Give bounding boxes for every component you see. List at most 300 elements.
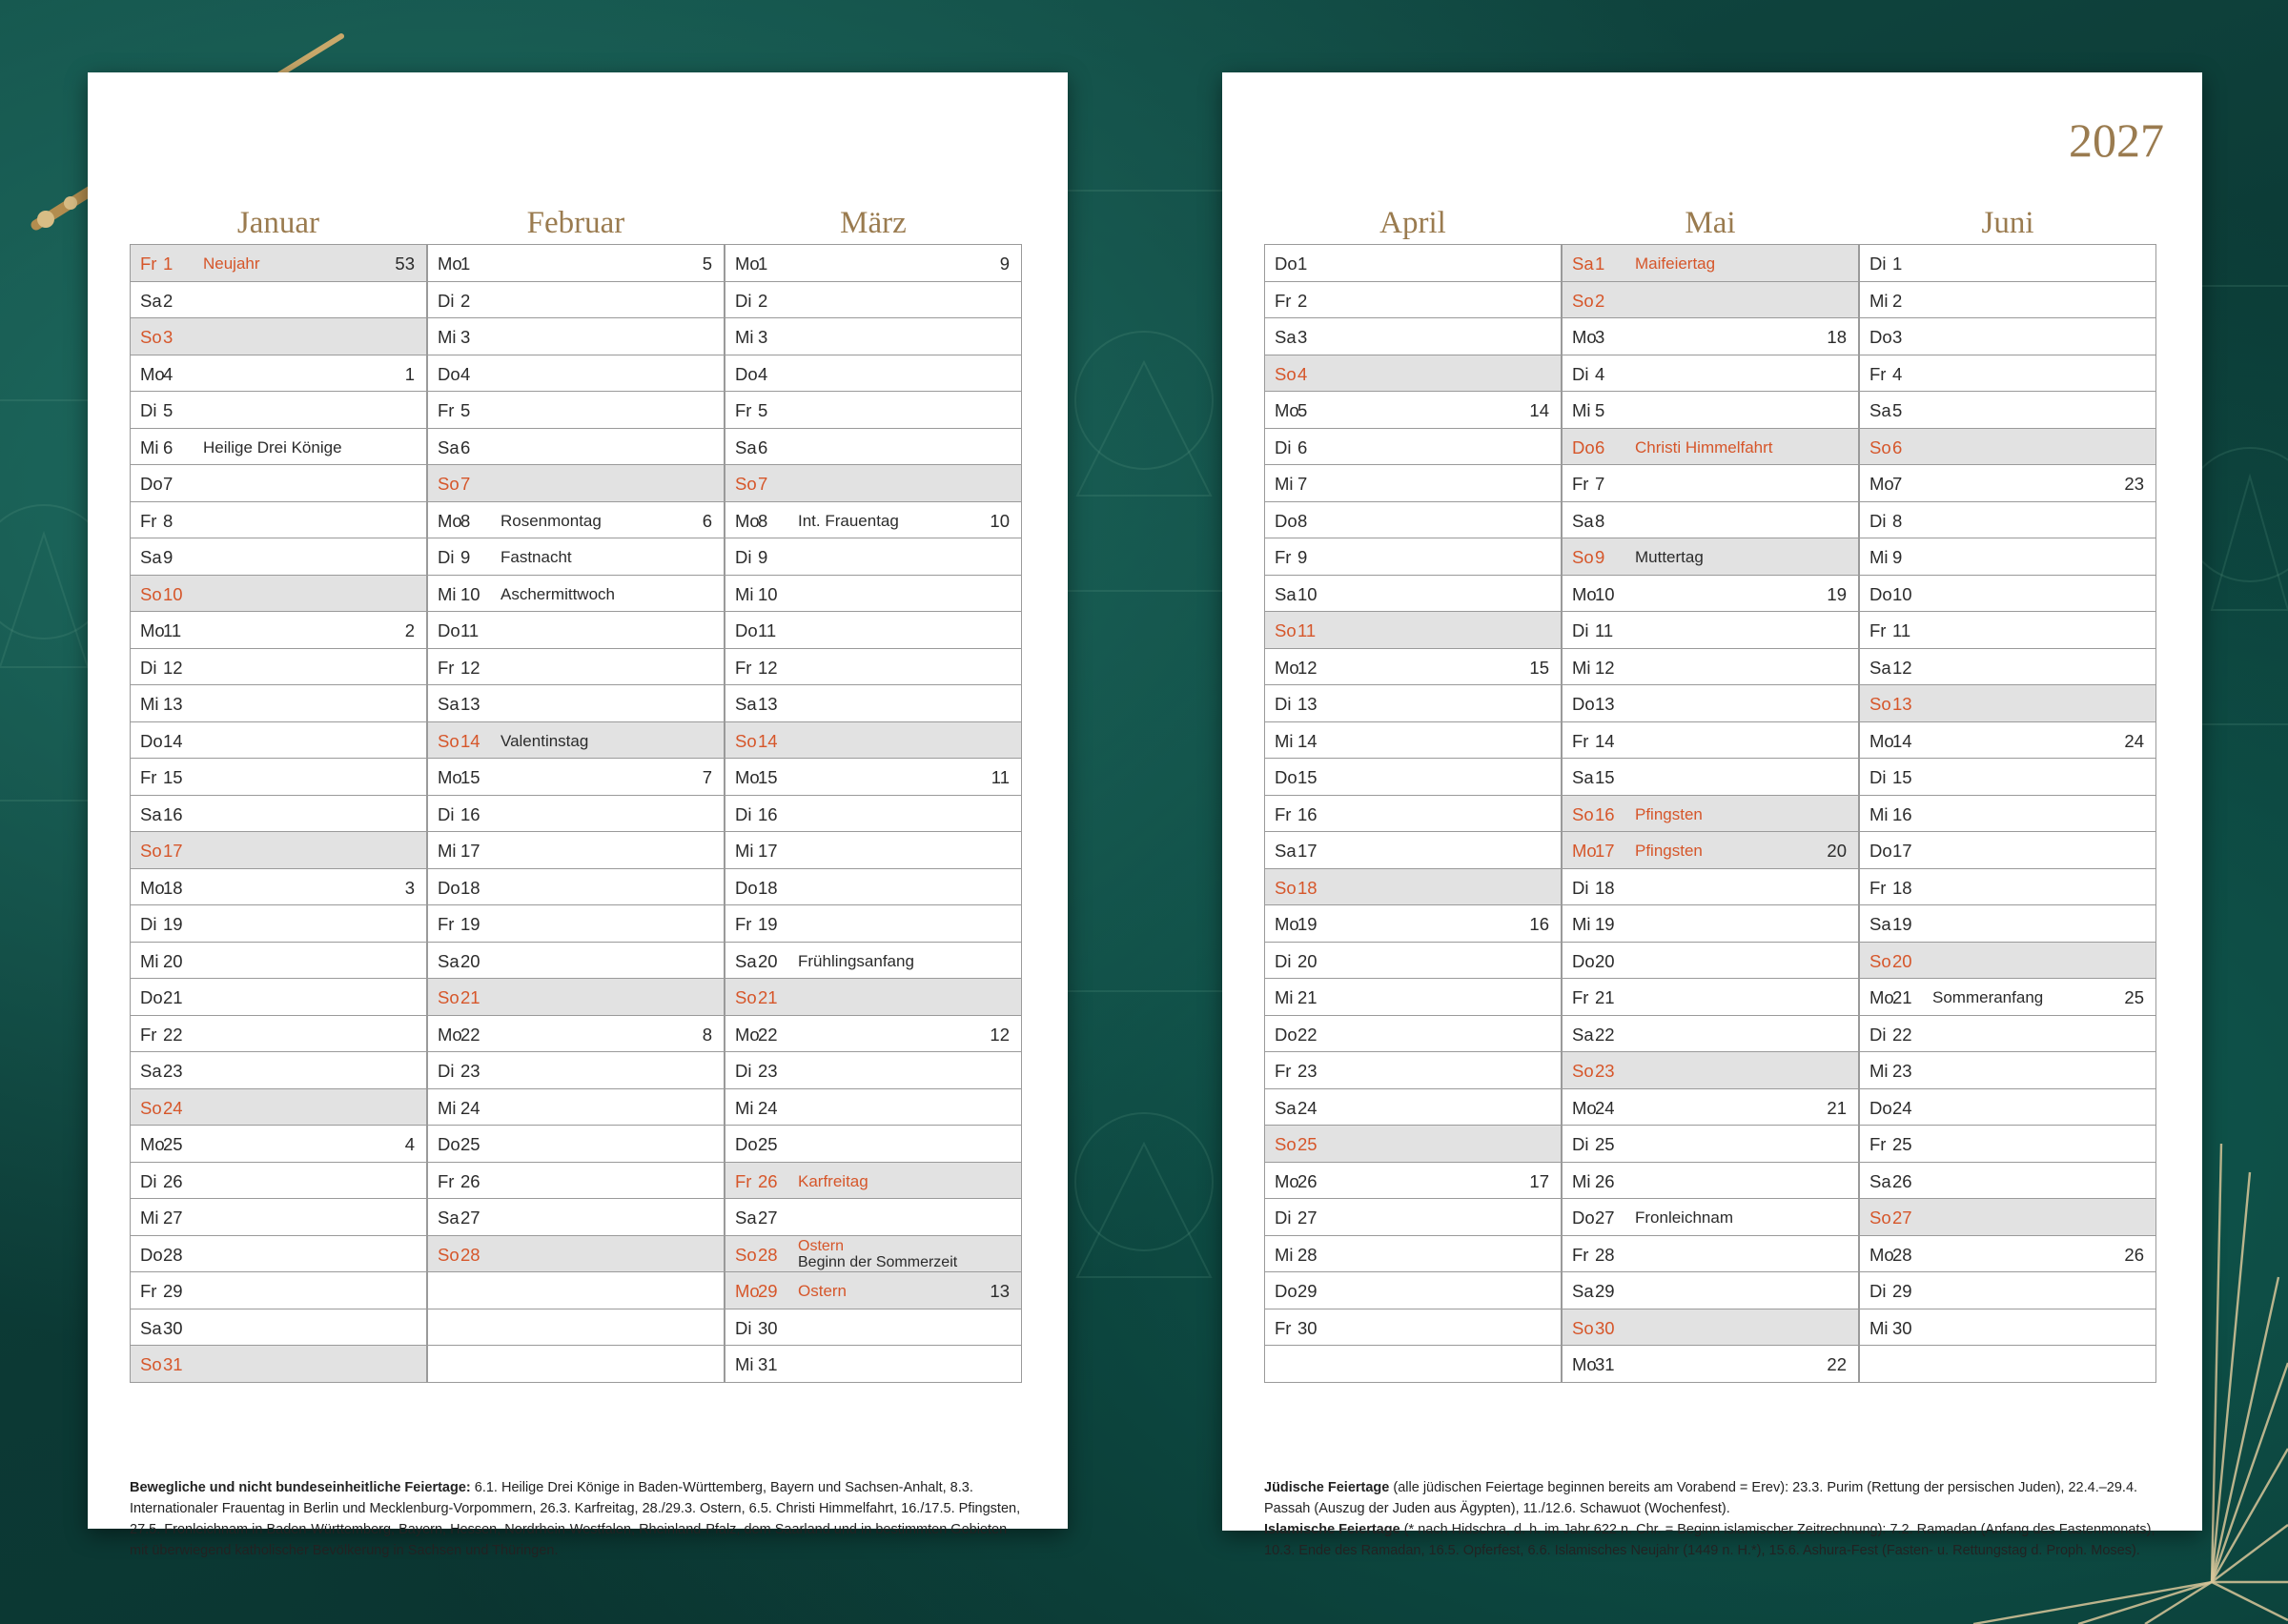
day-row [725, 576, 1021, 613]
weekday: Mi [735, 1354, 754, 1374]
day-row [1563, 1199, 1859, 1236]
day-row [725, 1163, 1021, 1200]
day-row [428, 1236, 725, 1273]
weekday: Mi [140, 694, 159, 714]
weekday: Sa [1572, 767, 1594, 787]
day-note: Christi Himmelfahrt [1635, 437, 1773, 457]
day-number: 6 [163, 436, 174, 457]
day-row [1860, 685, 2155, 722]
weekday: Sa [438, 950, 460, 971]
day-row [1860, 1126, 2155, 1163]
day-number: 16 [1892, 803, 1912, 824]
day-number: 21 [1892, 987, 1912, 1007]
day-number: 30 [1595, 1317, 1615, 1338]
day-row [1860, 392, 2155, 429]
day-row [131, 576, 427, 613]
weekday: So [438, 1244, 460, 1265]
day-row [428, 905, 725, 943]
weekday: Sa [735, 694, 757, 714]
week-number: 6 [702, 510, 712, 531]
weekday: Fr [140, 1024, 157, 1045]
day-row [428, 502, 725, 539]
weekday: Do [1572, 694, 1595, 714]
day-number: 21 [758, 987, 778, 1007]
weekday: Do [1275, 1024, 1297, 1045]
weekday: Fr [140, 1281, 157, 1301]
day-number: 10 [460, 583, 480, 604]
day-number: 3 [1892, 327, 1903, 347]
day-row [1860, 355, 2155, 393]
day-number: 1 [1297, 254, 1308, 274]
day-row [131, 869, 427, 906]
day-number: 14 [1595, 730, 1615, 751]
day-row [1860, 282, 2155, 319]
day-row [131, 355, 427, 393]
weekday: Di [1275, 436, 1292, 457]
weekday: Di [1572, 877, 1589, 898]
weekday: Mi [1275, 730, 1294, 751]
week-number: 10 [990, 510, 1010, 531]
day-number: 15 [758, 767, 778, 787]
day-note: Fastnacht [500, 548, 572, 566]
day-number: 16 [1297, 803, 1318, 824]
week-number: 24 [2124, 730, 2144, 751]
day-row [1265, 245, 1562, 282]
day-row [1860, 796, 2155, 833]
day-row [1860, 429, 2155, 466]
day-number: 9 [1297, 547, 1308, 567]
weekday: Sa [1869, 657, 1891, 678]
day-note: Int. Frauentag [798, 511, 899, 530]
day-number: 18 [1595, 877, 1615, 898]
day-row [1563, 318, 1859, 355]
day-number: 7 [1297, 474, 1308, 494]
day-number: 26 [1297, 1170, 1318, 1191]
day-row [1860, 905, 2155, 943]
day-row [725, 1052, 1021, 1089]
weekday: Mi [438, 583, 457, 604]
weekday: Do [735, 620, 758, 640]
day-row [1563, 685, 1859, 722]
day-row [725, 318, 1021, 355]
weekday: Fr [1572, 730, 1589, 751]
day-number: 19 [1892, 914, 1912, 934]
day-row [131, 1052, 427, 1089]
weekday: Do [438, 877, 460, 898]
day-row [1563, 1236, 1859, 1273]
weekday: Fr [1869, 1134, 1887, 1154]
weekday: Sa [735, 1208, 757, 1228]
day-row [131, 1199, 427, 1236]
day-number: 20 [460, 950, 480, 971]
day-number: 10 [758, 583, 778, 604]
day-number: 17 [1892, 841, 1912, 861]
day-number: 7 [1595, 474, 1605, 494]
day-number: 20 [1297, 950, 1318, 971]
weekday: Fr [1869, 877, 1887, 898]
day-row [1265, 905, 1562, 943]
day-row [428, 612, 725, 649]
weekday: Do [735, 1134, 758, 1154]
day-list [130, 244, 427, 1383]
weekday: Mi [735, 327, 754, 347]
weekday: Mo [1572, 1354, 1597, 1374]
day-number: 1 [1892, 254, 1903, 274]
day-row [725, 1272, 1021, 1309]
weekday: Fr [1275, 1317, 1292, 1338]
weekday: Di [438, 547, 455, 567]
month-column [1562, 206, 1859, 1383]
weekday: Mo [1572, 327, 1597, 347]
day-number: 16 [758, 803, 778, 824]
day-row [1860, 1236, 2155, 1273]
weekday: Mi [1869, 290, 1889, 311]
day-number: 12 [1297, 657, 1318, 678]
weekday: Sa [1275, 327, 1297, 347]
weekday: Sa [1275, 1097, 1297, 1118]
weekday: Mi [1869, 547, 1889, 567]
weekday: Do [735, 877, 758, 898]
weekday: Fr [438, 914, 455, 934]
day-number: 6 [1892, 436, 1903, 457]
weekday: Sa [438, 1208, 460, 1228]
weekday: Sa [1572, 1281, 1594, 1301]
day-number: 4 [1297, 363, 1308, 384]
day-number: 15 [1297, 767, 1318, 787]
day-number: 26 [460, 1170, 480, 1191]
weekday: So [438, 474, 460, 494]
day-row [1563, 905, 1859, 943]
week-number: 12 [990, 1024, 1010, 1045]
day-number: 23 [1595, 1061, 1615, 1081]
month-column [1859, 206, 2156, 1383]
day-row [1265, 1236, 1562, 1273]
day-number: 7 [1892, 474, 1903, 494]
day-number: 24 [1297, 1097, 1318, 1118]
day-row [1265, 796, 1562, 833]
footnote-religious-holidays [1264, 1477, 2160, 1561]
weekday: Sa [438, 694, 460, 714]
day-row [1265, 392, 1562, 429]
day-note: Sommeranfang [1932, 988, 2044, 1006]
footnote-title: Bewegliche und nicht bundeseinheitliche Feiertage: [130, 1480, 471, 1495]
day-row [1265, 832, 1562, 869]
day-number: 17 [1297, 841, 1318, 861]
day-row [1860, 1272, 2155, 1309]
day-row [1860, 869, 2155, 906]
day-number: 6 [758, 436, 768, 457]
day-row [428, 1272, 725, 1309]
day-number: 2 [163, 290, 174, 311]
weekday: Mo [735, 510, 760, 531]
day-number: 26 [758, 1170, 778, 1191]
day-row [1860, 759, 2155, 796]
day-row [131, 832, 427, 869]
weekday: Mo [1275, 400, 1299, 420]
day-row [725, 1126, 1021, 1163]
day-row [725, 649, 1021, 686]
weekday: Mi [1869, 803, 1889, 824]
day-number: 29 [1892, 1281, 1912, 1301]
day-number: 12 [1892, 657, 1912, 678]
weekday: Mo [438, 1024, 462, 1045]
day-number: 9 [1595, 547, 1605, 567]
day-number: 29 [163, 1281, 183, 1301]
day-number: 10 [163, 583, 183, 604]
day-note: Pfingsten [1635, 842, 1703, 860]
day-row [1563, 502, 1859, 539]
weekday: Fr [1572, 1244, 1589, 1265]
weekday: Sa [1869, 1170, 1891, 1191]
weekday: Mo [438, 767, 462, 787]
weekday: Fr [735, 914, 752, 934]
day-number: 5 [758, 400, 768, 420]
day-number: 27 [1595, 1208, 1615, 1228]
week-number: 21 [1827, 1097, 1847, 1118]
weekday: Mi [735, 841, 754, 861]
day-row [1265, 1089, 1562, 1127]
weekday: Di [1869, 1281, 1887, 1301]
day-row [1860, 649, 2155, 686]
weekday: Sa [735, 950, 757, 971]
week-number: 20 [1827, 841, 1847, 861]
weekday: Mo [735, 254, 760, 274]
day-list [725, 244, 1022, 1383]
weekday: Di [1572, 363, 1589, 384]
weekday: Di [1869, 254, 1887, 274]
day-number: 24 [758, 1097, 778, 1118]
weekday: Sa [1572, 1024, 1594, 1045]
day-number: 19 [1595, 914, 1615, 934]
day-number: 26 [1892, 1170, 1912, 1191]
day-note: Heilige Drei Könige [203, 437, 342, 457]
day-row [131, 796, 427, 833]
day-row [1860, 1309, 2155, 1347]
day-row [725, 502, 1021, 539]
day-row [725, 1236, 1021, 1273]
day-row [1860, 1052, 2155, 1089]
weekday: So [1572, 547, 1594, 567]
day-row [1860, 465, 2155, 502]
weekday: Do [438, 363, 460, 384]
day-row [725, 722, 1021, 760]
day-number: 21 [1297, 987, 1318, 1007]
weekday: So [1869, 436, 1891, 457]
weekday: Mi [1869, 1061, 1889, 1081]
weekday: Di [735, 803, 752, 824]
day-number: 12 [1595, 657, 1615, 678]
weekday: Mo [735, 1281, 760, 1301]
day-number: 15 [460, 767, 480, 787]
weekday: Do [1275, 1281, 1297, 1301]
week-number: 13 [990, 1281, 1010, 1301]
weekday: Do [1572, 436, 1595, 457]
week-number: 22 [1827, 1354, 1847, 1374]
day-row [1265, 355, 1562, 393]
day-row [1265, 722, 1562, 760]
day-number: 2 [1892, 290, 1903, 311]
weekday: So [1572, 803, 1594, 824]
weekday: Mi [1869, 1317, 1889, 1338]
footnote-title-islamic: Islamische Feiertage [1264, 1522, 1400, 1537]
weekday: Mi [438, 841, 457, 861]
weekday: Do [1869, 327, 1892, 347]
day-row [1860, 502, 2155, 539]
day-list [427, 244, 725, 1383]
day-row [1265, 502, 1562, 539]
day-row [131, 392, 427, 429]
day-row [428, 576, 725, 613]
footnote-holidays [130, 1477, 1026, 1561]
day-number: 5 [163, 400, 174, 420]
weekday: Sa [140, 803, 162, 824]
month-name: Mai [1685, 206, 1736, 240]
day-number: 23 [163, 1061, 183, 1081]
day-row [428, 392, 725, 429]
day-number: 1 [460, 254, 471, 274]
weekday: Sa [140, 547, 162, 567]
month-column [725, 206, 1022, 1383]
weekday: Mo [1572, 583, 1597, 604]
day-row [1563, 722, 1859, 760]
day-number: 30 [1892, 1317, 1912, 1338]
day-row [428, 1163, 725, 1200]
day-number: 4 [460, 363, 471, 384]
week-number: 18 [1827, 327, 1847, 347]
day-row [1265, 1346, 1562, 1383]
day-number: 10 [1297, 583, 1318, 604]
weekday: So [1275, 1134, 1297, 1154]
day-number: 27 [163, 1208, 183, 1228]
day-row [428, 245, 725, 282]
weekday: Mi [735, 583, 754, 604]
day-row [131, 943, 427, 980]
day-number: 3 [460, 327, 471, 347]
weekday: So [140, 1097, 162, 1118]
day-row [131, 1272, 427, 1309]
day-row [1860, 1016, 2155, 1053]
day-row [131, 649, 427, 686]
weekday: Do [140, 1244, 163, 1265]
weekday: Di [735, 1061, 752, 1081]
day-number: 28 [1892, 1244, 1912, 1265]
day-row [428, 1052, 725, 1089]
day-row [725, 943, 1021, 980]
day-row [725, 979, 1021, 1016]
day-number: 15 [1892, 767, 1912, 787]
day-row [428, 1089, 725, 1127]
day-row [1563, 649, 1859, 686]
month-name: Juni [1981, 206, 2034, 240]
day-row [428, 1199, 725, 1236]
day-row [1265, 612, 1562, 649]
day-row [131, 502, 427, 539]
week-number: 23 [2124, 474, 2144, 494]
day-row [725, 429, 1021, 466]
weekday: Di [735, 1317, 752, 1338]
day-number: 8 [758, 510, 768, 531]
day-row [725, 759, 1021, 796]
day-number: 7 [758, 474, 768, 494]
week-number: 16 [1529, 914, 1549, 934]
day-row [1265, 318, 1562, 355]
day-number: 12 [758, 657, 778, 678]
day-row [1860, 832, 2155, 869]
day-row [1563, 538, 1859, 576]
day-row [1265, 576, 1562, 613]
weekday: Mo [735, 1024, 760, 1045]
week-number: 26 [2124, 1244, 2144, 1265]
day-number: 16 [460, 803, 480, 824]
weekday: So [1869, 950, 1891, 971]
day-row [1265, 979, 1562, 1016]
weekday: Sa [1572, 254, 1594, 274]
month-column [427, 206, 725, 1383]
day-row [725, 1016, 1021, 1053]
day-row [1563, 1272, 1859, 1309]
day-number: 2 [758, 290, 768, 311]
day-row [428, 759, 725, 796]
day-number: 6 [1595, 436, 1605, 457]
day-number: 18 [758, 877, 778, 898]
weekday: Sa [140, 1061, 162, 1081]
weekday: Mi [735, 1097, 754, 1118]
weekday: Fr [1275, 1061, 1292, 1081]
weekday: Di [1275, 694, 1292, 714]
weekday: Mo [1869, 474, 1894, 494]
day-number: 25 [163, 1134, 183, 1154]
day-number: 31 [1595, 1354, 1615, 1374]
day-row [725, 1199, 1021, 1236]
day-number: 29 [1595, 1281, 1615, 1301]
weekday: Fr [438, 1170, 455, 1191]
day-number: 18 [1297, 877, 1318, 898]
weekday: Fr [1275, 803, 1292, 824]
day-number: 6 [1297, 436, 1308, 457]
day-row [1860, 576, 2155, 613]
day-row [1265, 538, 1562, 576]
day-note-event: Beginn der Sommerzeit [798, 1253, 958, 1270]
week-number: 25 [2124, 987, 2144, 1007]
day-number: 25 [1595, 1134, 1615, 1154]
day-number: 1 [163, 254, 174, 274]
day-row [428, 1309, 725, 1347]
day-row [1860, 538, 2155, 576]
day-number: 6 [460, 436, 471, 457]
day-number: 5 [1595, 400, 1605, 420]
day-number: 3 [1595, 327, 1605, 347]
week-number: 17 [1529, 1170, 1549, 1191]
weekday: Sa [438, 436, 460, 457]
day-list [1562, 244, 1859, 1383]
weekday: Mi [140, 950, 159, 971]
day-number: 7 [163, 474, 174, 494]
weekday: So [1869, 694, 1891, 714]
weekday: Di [1275, 950, 1292, 971]
day-number: 28 [758, 1244, 778, 1265]
day-number: 13 [1297, 694, 1318, 714]
weekday: Di [140, 1170, 157, 1191]
weekday: Fr [1869, 620, 1887, 640]
weekday: Fr [438, 400, 455, 420]
day-number: 1 [758, 254, 768, 274]
months-row [130, 206, 1022, 1383]
day-number: 19 [758, 914, 778, 934]
calendar-page-left [88, 72, 1068, 1558]
day-number: 11 [758, 620, 777, 640]
day-number: 28 [163, 1244, 183, 1265]
weekday: Mo [438, 510, 462, 531]
